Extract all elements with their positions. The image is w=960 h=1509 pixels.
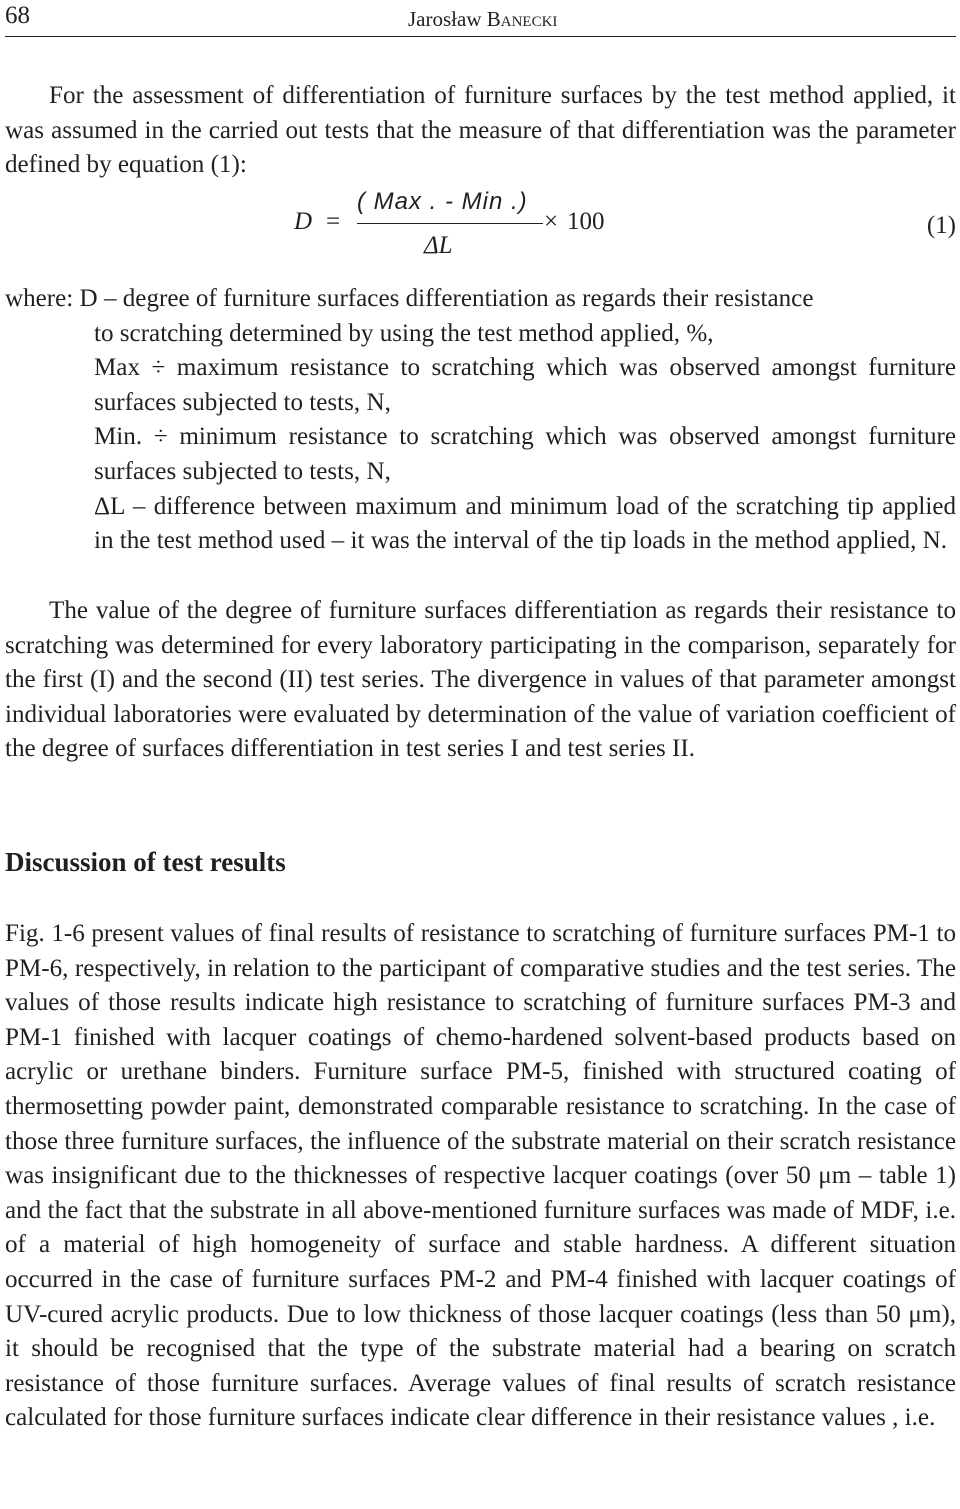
running-header — [5, 2, 956, 37]
paragraph-3 — [5, 917, 956, 1436]
equation-factor: 100 — [567, 208, 605, 235]
author-first-name: Jarosław — [408, 7, 482, 31]
equation-times: × — [544, 208, 559, 235]
equation-equals: = — [326, 208, 341, 235]
paragraph-3-text: Fig. 1-6 present values of final results of resistance to scratching of furniture surfaces PM-1 to PM-6, respectively, in relation to the participant of comparative studies and the test series. The values of those results indicate high resistance to scratching of furniture surfaces PM-3 and PM-1 finished with lacquer coatings of chemo-hardened solvent-based products based on acrylic or urethane binders. Furniture surface PM-5, finished with structured coating of thermosetting powder paint, demonstrated comparable resistance to scratching. In the case of those three furniture surfaces, the influence of the substrate material on their scratch resistance was insignificant due to the thicknesses of respective lacquer coatings (over 50 μm – table 1) and the fact that the substrate in all above-mentioned furniture surfaces was made of MDF, i.e. of a material of high homogeneity of surface and stable hardness. A different situation occurred in the case of furniture surfaces PM-2 and PM-4 finished with lacquer coatings of UV-cured acrylic products. Due to low thickness of those lacquer coatings (less than 50 μm), it should be recognised that the type of the substrate material had a bearing on scratch resistance of those furniture surfaces. Average values of final results of scratch resistance calculated for those furniture surfaces indicate clear difference in their resistance values , i.e. — [5, 920, 956, 1432]
definition-min: Min. ÷ minimum resistance to scratching which was observed amongst furniture surfaces subjected to tests, N, — [94, 423, 956, 485]
intro-paragraph-text: For the assessment of differentiation of furniture surfaces by the test method applied, it was assumed in the carried out tests that the measure of that differentiation was the parameter defined by equation (1): — [5, 82, 956, 179]
equation-label: (1) — [926, 212, 956, 239]
equation-denominator: ΔL — [424, 232, 453, 259]
where-intro-continued: to scratching determined by using the test method applied, %, — [94, 319, 714, 347]
running-author — [408, 7, 557, 32]
equation-lhs: D — [294, 208, 313, 235]
intro-paragraph — [5, 79, 956, 183]
author-last-name: Banecki — [486, 7, 558, 31]
equation-1 — [5, 188, 956, 268]
equation-numerator: ( Max . - Min .) — [357, 188, 528, 215]
paragraph-2-text: The value of the degree of furniture surfaces differentiation as regards their resistance to scratching was determined for every laboratory participating in the comparison, separately for the first (I) and the second (II) test series. The divergence in values of that parameter amongst individual laboratories were evaluated by determination of the value of variation coefficient of the degree of surfaces differentiation in test series I and test series II. — [5, 597, 956, 763]
where-definitions — [5, 282, 956, 559]
paragraph-2 — [5, 594, 956, 767]
definition-delta-l: ΔL – difference between maximum and minimum load of the scratching tip applied in the test method used – it was the interval of the tip loads in the method applied, N. — [94, 492, 956, 555]
section-heading: Discussion of test results — [5, 847, 286, 877]
page-number: 68 — [5, 2, 30, 29]
where-intro: where: D – degree of furniture surfaces differentiation as regards their resistance — [5, 285, 814, 312]
definition-max: Max ÷ maximum resistance to scratching which was observed amongst furniture surfaces subjected to tests, N, — [94, 354, 956, 416]
fraction-bar — [357, 223, 543, 224]
